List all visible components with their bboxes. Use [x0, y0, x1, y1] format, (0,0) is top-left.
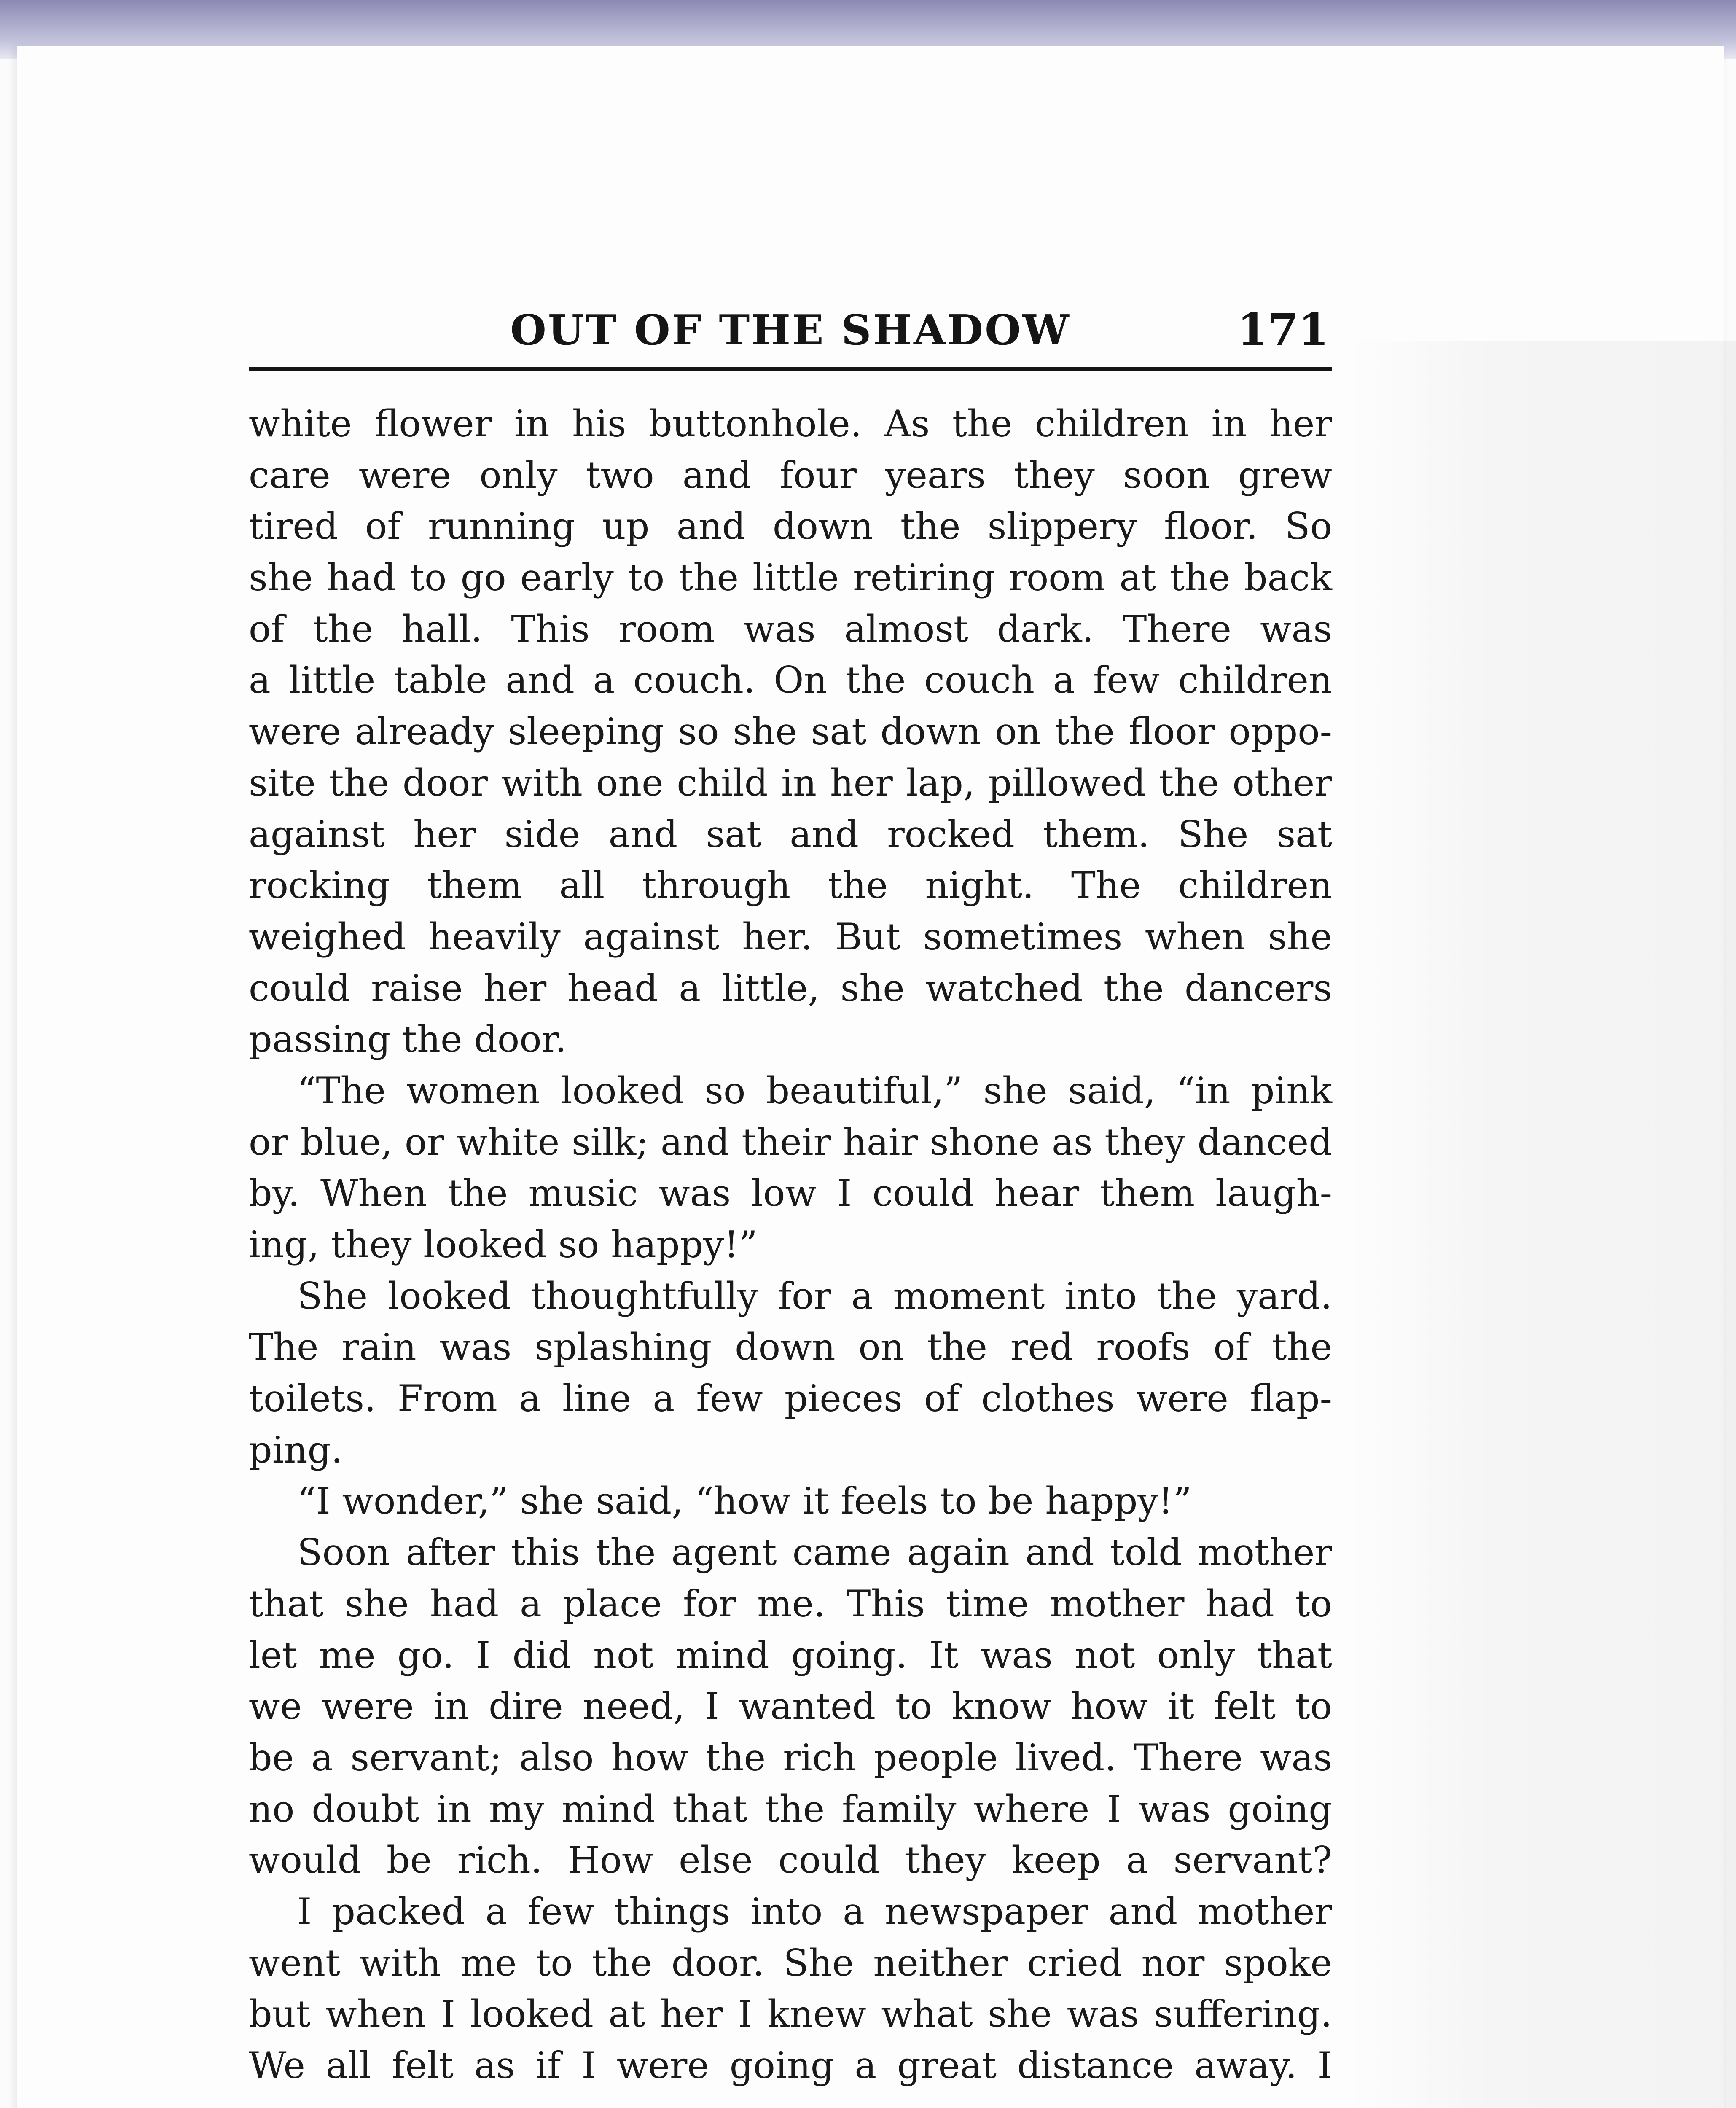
text-line: ing, they looked so happy!” [249, 1223, 758, 1266]
text-line: She looked thoughtfully for a moment into the yard. [297, 1274, 1332, 1318]
text-line: we were in dire need, I wanted to know how it felt to [249, 1685, 1332, 1728]
text-line: or blue, or white silk; and their hair shone as they danced [249, 1120, 1332, 1164]
text-line: were already sleeping so she sat down on the floor oppo- [249, 710, 1332, 753]
text-line: that she had a place for me. This time mother had to [249, 1582, 1332, 1625]
page-number: 171 [1237, 304, 1329, 355]
text-line: against her side and sat and rocked them. She sat [249, 812, 1332, 856]
text-line: a little table and a couch. On the couch a few children [249, 659, 1332, 702]
text-line: she had to go early to the little retiring room at the back [249, 556, 1332, 600]
text-line: rocking them all through the night. The children [249, 864, 1332, 907]
text-line: “The women looked so beautiful,” she said, “in pink [297, 1069, 1332, 1112]
text-line: care were only two and four years they soon grew [249, 453, 1332, 497]
text-line: white flower in his buttonhole. As the children in her [249, 402, 1332, 445]
text-line: let me go. I did not mind going. It was not only that [249, 1633, 1332, 1677]
text-line: would be rich. How else could they keep a servant? [249, 1839, 1332, 1882]
text-line: no doubt in my mind that the family where I was going [249, 1787, 1332, 1831]
text-line: tired of running up and down the slippery floor. So [249, 505, 1332, 548]
text-line: We all felt as if I were going a great distance away. I [249, 2044, 1332, 2087]
text-line: weighed heavily against her. But sometimes when she [249, 915, 1332, 958]
text-line: be a servant; also how the rich people lived. There was [249, 1736, 1332, 1779]
page-header [249, 295, 1332, 371]
text-line: but when I looked at her I knew what she was suffering. [249, 1992, 1332, 2036]
text-line: of the hall. This room was almost dark. There was [249, 607, 1332, 651]
text-line: The rain was splashing down on the red roofs of the [249, 1326, 1332, 1369]
text-line: “I wonder,” she said, “how it feels to be happy!” [297, 1479, 1192, 1523]
running-head: OUT OF THE SHADOW [510, 306, 1071, 355]
text-line: toilets. From a line a few pieces of clothes were flap- [249, 1377, 1332, 1420]
text-line: passing the door. [249, 1018, 567, 1061]
text-line: Soon after this the agent came again and told mother [297, 1531, 1332, 1574]
text-line: could raise her head a little, she watched the dancers [249, 966, 1332, 1010]
text-line: site the door with one child in her lap, pillowed the other [249, 761, 1332, 804]
body-text [249, 398, 1332, 2092]
text-line: went with me to the door. She neither cried nor spoke [249, 1941, 1332, 1984]
text-line: by. When the music was low I could hear them laugh- [249, 1172, 1332, 1215]
text-line: ping. [249, 1428, 343, 1471]
text-line: I packed a few things into a newspaper and mother [297, 1890, 1332, 1933]
facing-page-bleed-through [1349, 341, 1736, 2108]
